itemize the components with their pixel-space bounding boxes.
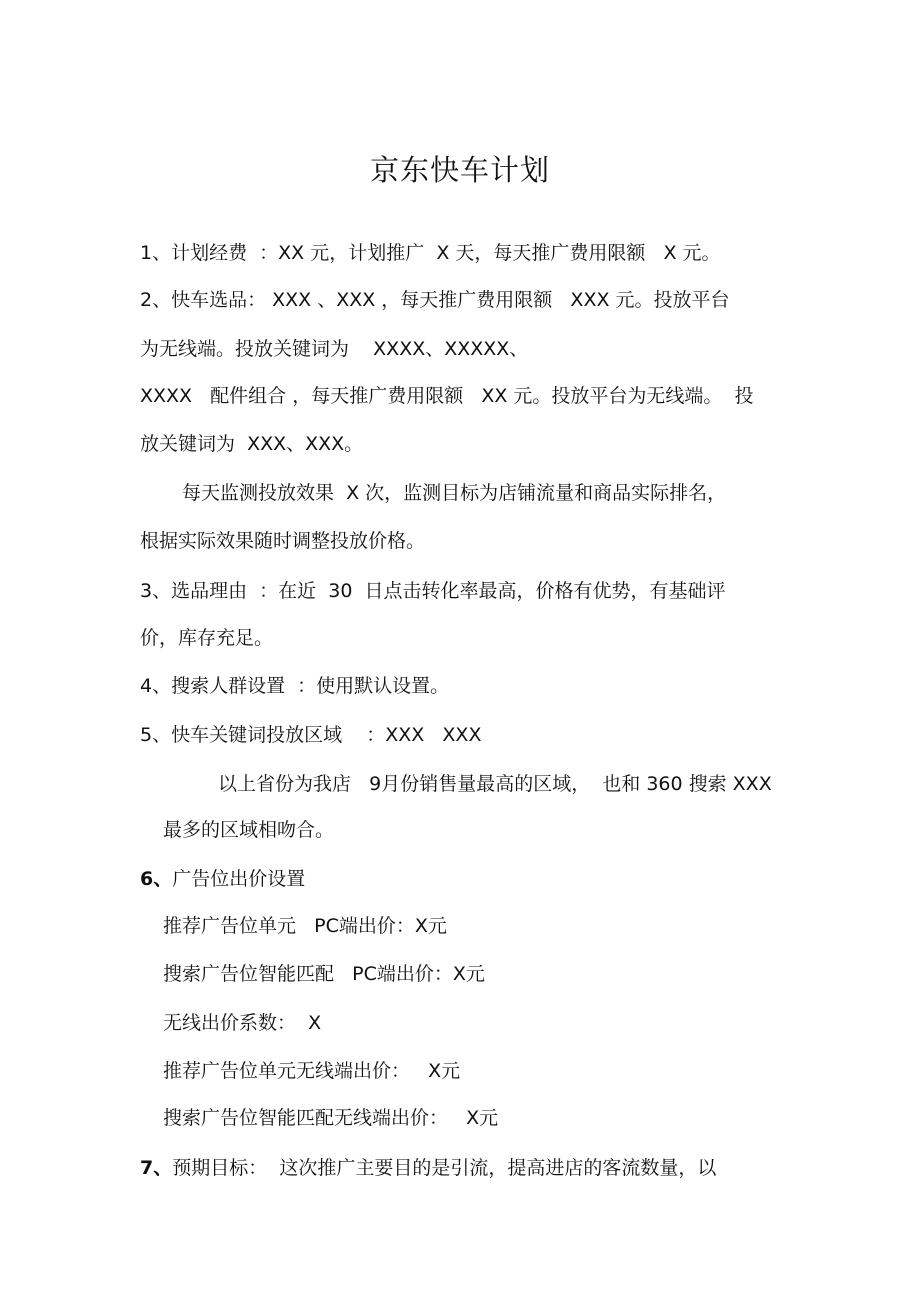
- region-note-cont: 最多的区域相吻合。: [163, 819, 335, 841]
- bid-recommend-wireless: 推荐广告位单元无线端出价： X元: [163, 1060, 461, 1082]
- item-7-number: 7、: [140, 1157, 173, 1179]
- item-3-selection-reason: 3、选品理由 ：在近 30 日点击转化率最高，价格有优势，有基础评: [140, 580, 726, 602]
- item-1-budget: 1、计划经费 ：XX 元，计划推广 X 天，每天推广费用限额 X 元。: [140, 242, 721, 264]
- item-3-selection-reason-cont: 价，库存充足。: [140, 627, 274, 649]
- item-6-number: 6、: [140, 868, 173, 890]
- item-6-bid-settings: [140, 866, 305, 892]
- bid-wireless-coefficient: 无线出价系数： X: [163, 1012, 322, 1034]
- item-7-expected-goal: [140, 1155, 716, 1181]
- item-2-keywords-2: 放关键词为 XXX、XXX。: [140, 433, 364, 455]
- bid-search-wireless: 搜索广告位智能匹配无线端出价： X元: [163, 1107, 499, 1129]
- region-note: 以上省份为我店 9月份销售量最高的区域， 也和 360 搜索 XXX: [218, 773, 772, 795]
- item-6-label: 广告位出价设置: [172, 868, 306, 890]
- item-2-accessory-combo: XXXX 配件组合 ，每天推广费用限额 XX 元。投放平台为无线端。 投: [140, 385, 754, 407]
- item-4-audience-settings: 4、搜索人群设置 ：使用默认设置。: [140, 675, 450, 697]
- item-2-keywords: 为无线端。投放关键词为 XXXX、XXXXX、: [140, 338, 529, 360]
- monitoring-paragraph: 每天监测投放效果 X 次，监测目标为店铺流量和商品实际排名，: [182, 482, 727, 504]
- item-7-label: 预期目标： 这次推广主要目的是引流，提高进店的客流数量，以: [172, 1157, 717, 1179]
- monitoring-paragraph-cont: 根据实际效果随时调整投放价格。: [140, 530, 426, 552]
- item-2-product-selection: 2、快车选品： XXX 、XXX ，每天推广费用限额 XXX 元。投放平台: [140, 289, 730, 311]
- document-title: 京东快车计划: [369, 153, 550, 187]
- bid-search-pc: 搜索广告位智能匹配 PC端出价：X元: [163, 963, 485, 985]
- item-5-region: 5、快车关键词投放区域 ：XXX XXX: [140, 724, 482, 746]
- bid-recommend-pc: 推荐广告位单元 PC端出价：X元: [163, 915, 447, 937]
